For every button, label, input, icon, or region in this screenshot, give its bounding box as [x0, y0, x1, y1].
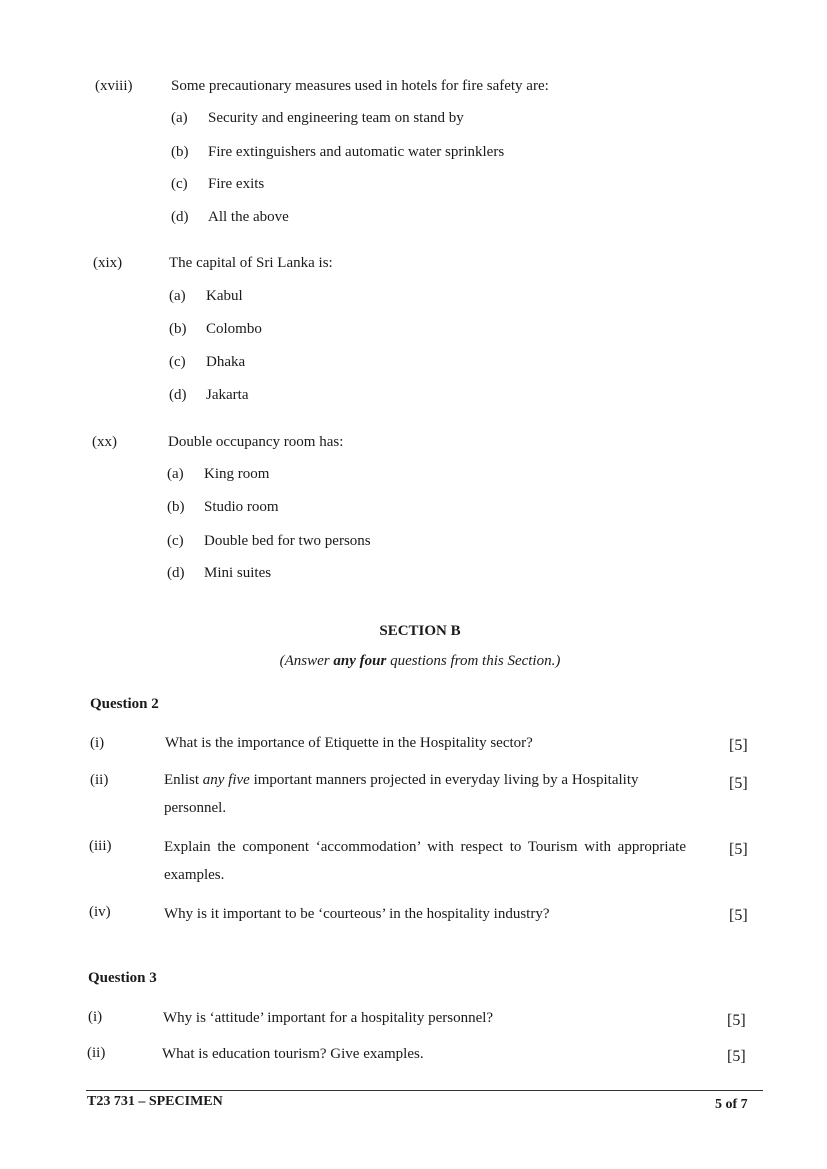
option-text: Mini suites [204, 565, 272, 581]
footer-divider [86, 1090, 763, 1091]
page-number: 5 of 7 [715, 1097, 748, 1112]
option-letter: (a) [171, 110, 188, 126]
marks: [5] [729, 841, 748, 858]
option-text: Studio room [204, 499, 279, 515]
part-text: Explain the component ‘accommodation’ with respect to Tourism with appropriate examples. [164, 839, 686, 883]
option-text: Colombo [206, 321, 262, 337]
option-letter: (d) [167, 565, 185, 581]
option-text: Fire exits [208, 176, 265, 192]
option-letter: (c) [169, 354, 186, 370]
marks: [5] [729, 737, 748, 754]
option-text: Security and engineering team on stand by [208, 110, 464, 126]
question-heading: Question 2 [90, 696, 159, 712]
part-text-post: important manners projected in everyday living by a Hospitality personnel. [164, 772, 639, 816]
part-number: (ii) [87, 1045, 106, 1061]
option-letter: (d) [171, 209, 189, 225]
option-text: Jakarta [206, 387, 249, 403]
option-text: All the above [208, 209, 289, 225]
question-number: (xx) [92, 434, 117, 450]
instruction-suffix: questions from this Section.) [386, 653, 561, 669]
option-text: Double bed for two persons [204, 533, 371, 549]
question-text: The capital of Sri Lanka is: [169, 255, 333, 271]
part-text: Why is ‘attitude’ important for a hospitality personnel? [163, 1010, 494, 1026]
question-text: Some precautionary measures used in hotels for fire safety are: [171, 78, 549, 94]
part-number: (iv) [89, 904, 111, 920]
marks: [5] [729, 775, 748, 792]
option-text: Fire extinguishers and automatic water sprinklers [208, 144, 505, 160]
option-letter: (a) [167, 466, 184, 482]
part-number: (ii) [90, 772, 109, 788]
part-number: (iii) [89, 838, 112, 854]
option-letter: (d) [169, 387, 187, 403]
option-letter: (c) [171, 176, 188, 192]
option-letter: (b) [171, 144, 189, 160]
section-title: SECTION B [379, 623, 461, 639]
question-number: (xviii) [95, 78, 133, 94]
option-text: Dhaka [206, 354, 246, 370]
part-number: (i) [90, 735, 105, 751]
question-number: (xix) [93, 255, 123, 271]
part-text: What is the importance of Etiquette in the Hospitality sector? [165, 735, 533, 751]
question-text: Double occupancy room has: [168, 434, 344, 450]
part-text [164, 766, 704, 822]
option-text: Kabul [206, 288, 243, 304]
question-heading: Question 3 [88, 970, 157, 986]
option-letter: (b) [169, 321, 187, 337]
part-text-pre: Enlist [164, 772, 203, 788]
part-text: What is education tourism? Give examples. [162, 1046, 424, 1062]
marks: [5] [729, 907, 748, 924]
paper-code: T23 731 – SPECIMEN [87, 1094, 223, 1109]
option-letter: (a) [169, 288, 186, 304]
part-text-italic: any five [202, 772, 250, 788]
marks: [5] [727, 1048, 746, 1065]
marks: [5] [727, 1012, 746, 1029]
section-instruction [0, 653, 827, 670]
part-text: Why is it important to be ‘courteous’ in the hospitality industry? [164, 906, 550, 922]
option-letter: (b) [167, 499, 185, 515]
option-text: King room [204, 466, 270, 482]
instruction-prefix: (Answer [279, 653, 334, 669]
option-letter: (c) [167, 533, 184, 549]
part-number: (i) [88, 1009, 103, 1025]
instruction-emphasis: any four [333, 653, 387, 669]
